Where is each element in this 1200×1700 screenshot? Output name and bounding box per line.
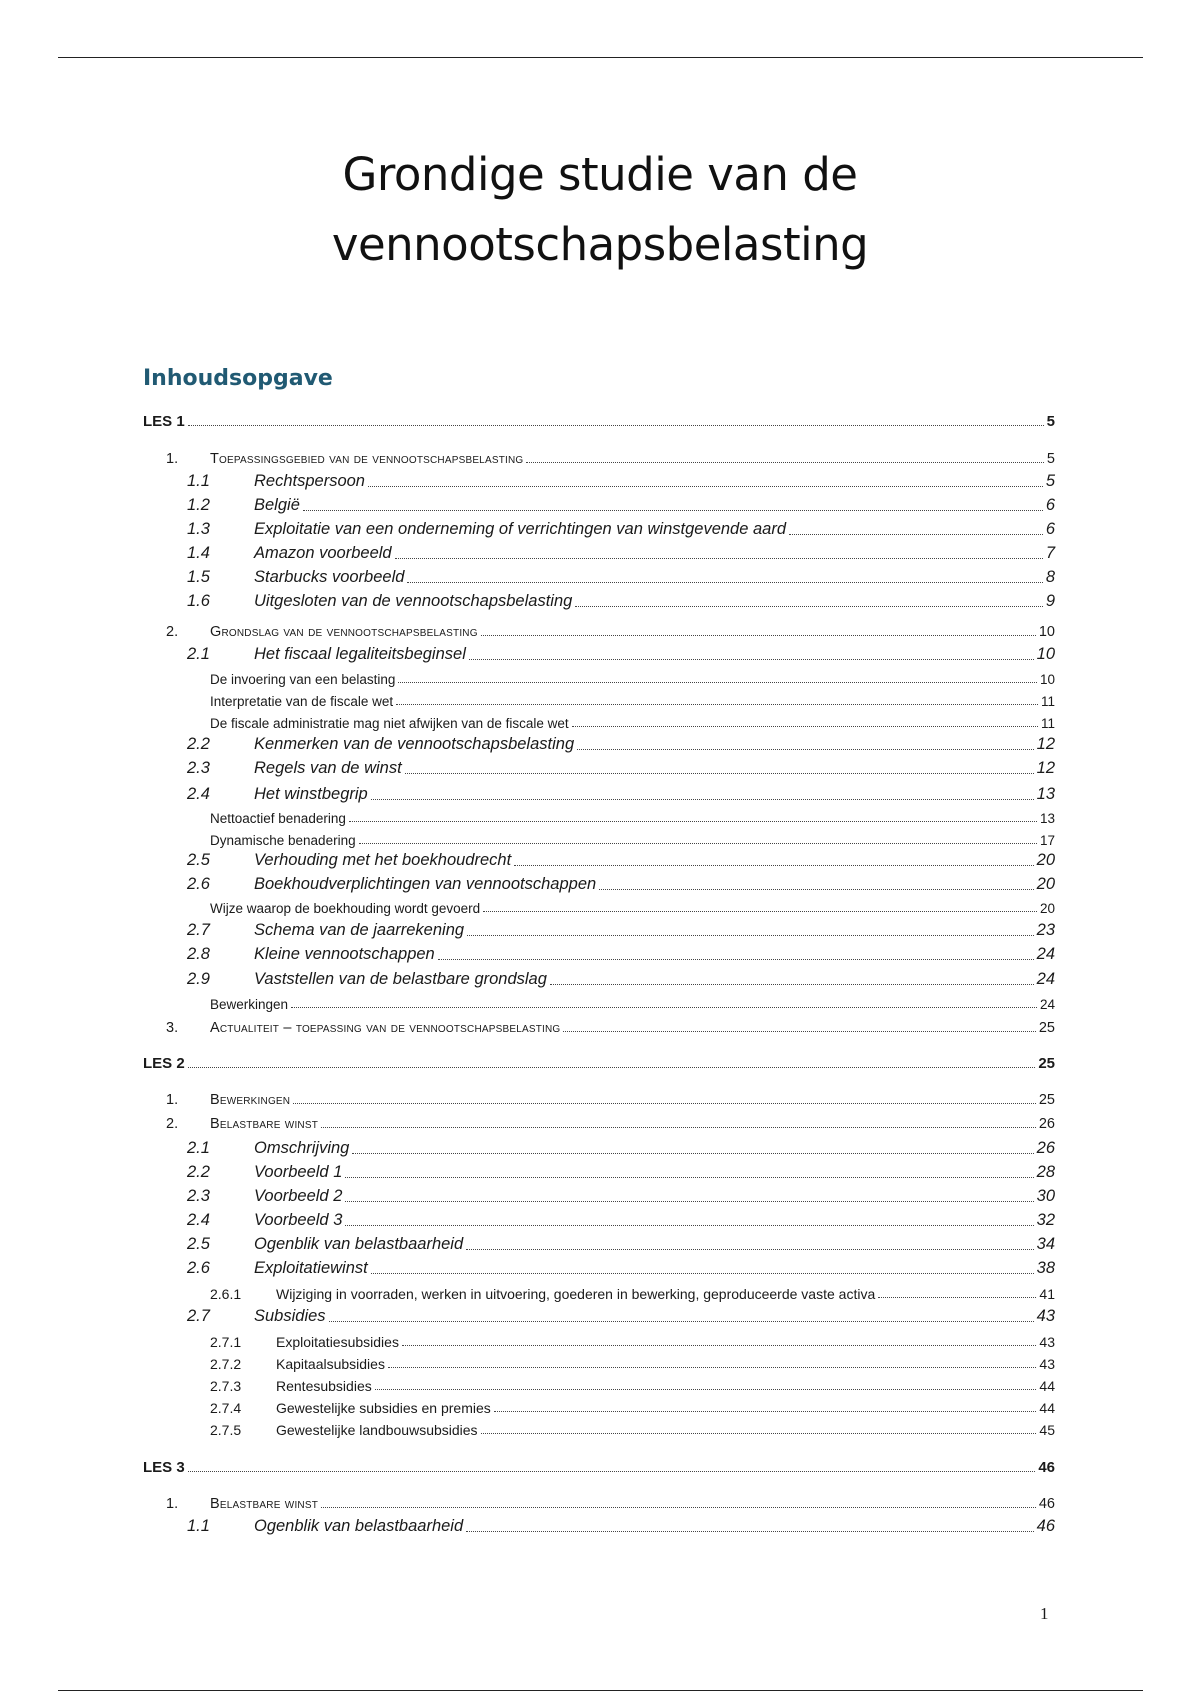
toc-entry-number: 2.2 [187,735,210,753]
toc-dot-leader [293,1103,1036,1104]
toc-entry[interactable] [0,828,1200,848]
toc-entry-page: 26 [1036,1139,1055,1157]
toc-entry[interactable] [0,567,1200,587]
toc-dot-leader [345,1177,1033,1178]
toc-dot-leader [352,1153,1033,1154]
toc-entry-number: 2.7.1 [210,1334,242,1350]
toc-entry-page: 12 [1036,759,1055,777]
toc-dot-leader [329,1321,1034,1322]
toc-entry-page: 6 [1045,520,1055,538]
toc-entry-label: Voorbeeld 3 [254,1211,343,1229]
toc-entry-number: 1.2 [187,496,210,514]
toc-entry[interactable] [0,758,1200,778]
toc-entry-label: Starbucks voorbeeld [254,568,405,586]
toc-entry[interactable] [0,1418,1200,1438]
toc-entry-page: 30 [1036,1187,1055,1205]
toc-entry-number: 1.4 [187,544,210,562]
toc-entry-label: Toepassingsgebied van de vennootschapsbelasting [210,451,524,467]
toc-dot-leader [466,1249,1033,1250]
toc-entry[interactable] [0,1112,1200,1132]
footer-rule [58,1690,1143,1691]
toc-dot-leader [483,911,1037,912]
toc-entry-label: Belastbare winst [210,1496,319,1512]
toc-entry-label: Omschrijving [254,1139,350,1157]
toc-dot-leader [469,659,1034,660]
toc-entry[interactable] [0,1516,1200,1536]
toc-entry-number: 2.8 [187,945,210,963]
toc-entry-page: 9 [1045,592,1055,610]
toc-entry[interactable] [0,850,1200,870]
toc-entry-label: Ogenblik van belastbaarheid [254,1517,464,1535]
toc-entry-label: Kenmerken van de vennootschapsbelasting [254,735,575,753]
toc-entry-page: 11 [1040,716,1055,731]
toc-entry-page: 13 [1039,811,1055,826]
toc-entry-label: Exploitatiewinst [254,1259,368,1277]
toc-entry[interactable] [0,944,1200,964]
toc-entry-page: 23 [1036,921,1055,939]
toc-entry-label: Wijziging in voorraden, werken in uitvoering, goederen in bewerking, geproduceerde vaste activa [276,1286,876,1302]
toc-entry-page: 24 [1036,970,1055,988]
toc-entry[interactable] [0,969,1200,989]
toc-entry-label: Amazon voorbeeld [254,544,392,562]
page-number: 1 [1040,1604,1049,1623]
toc-entry-number: 2.2 [187,1163,210,1181]
toc-entry-label: Regels van de winst [254,759,402,777]
toc-dot-leader [188,1471,1036,1472]
toc-entry-page: 46 [1036,1517,1055,1535]
header-rule [58,57,1143,58]
toc-dot-leader [575,606,1043,607]
toc-entry-page: 34 [1036,1235,1055,1253]
toc-entry-label: Bewerkingen [210,997,289,1012]
toc-entry-page: 38 [1036,1259,1055,1277]
toc-entry[interactable] [0,1330,1200,1350]
toc-dot-leader [563,1031,1035,1032]
toc-dot-leader [514,865,1033,866]
toc-entry-number: 2.4 [187,1211,210,1229]
toc-entry-number: 2.4 [187,785,210,803]
toc-entry[interactable] [0,519,1200,539]
toc-entry[interactable] [0,1492,1200,1512]
toc-entry-page: 32 [1036,1211,1055,1229]
toc-entry-number: 2.7.2 [210,1356,242,1372]
toc-entry-number: 1.3 [187,520,210,538]
toc-entry-number: 1.1 [187,1517,210,1535]
toc-dot-leader [371,799,1034,800]
toc-entry-label: Voorbeeld 1 [254,1163,343,1181]
toc-entry-page: 26 [1038,1116,1055,1132]
toc-entry-page: 28 [1036,1163,1055,1181]
toc-entry-page: 43 [1039,1334,1055,1350]
toc-entry-label: LES 2 [143,1055,185,1072]
toc-entry-number: 2.9 [187,970,210,988]
toc-entry[interactable] [0,1162,1200,1182]
toc-entry-number: 2.6.1 [210,1286,242,1302]
toc-entry[interactable] [0,1456,1200,1476]
toc-entry-number: 2.5 [187,1235,210,1253]
toc-heading: Inhoudsopgave [143,366,333,391]
toc-entry-page: 24 [1036,945,1055,963]
toc-dot-leader [398,682,1037,683]
toc-entry-label: Belastbare winst [210,1116,319,1132]
toc-entry[interactable] [0,1282,1200,1302]
toc-dot-leader [188,425,1044,426]
toc-dot-leader [291,1007,1037,1008]
toc-dot-leader [878,1297,1036,1298]
toc-entry-number: 1.5 [187,568,210,586]
toc-entry-label: Subsidies [254,1307,326,1325]
toc-entry-number: 1.6 [187,592,210,610]
toc-entry-number: 2.6 [187,875,210,893]
toc-entry-page: 10 [1039,672,1055,687]
toc-entry-label: Gewestelijke landbouwsubsidies [276,1422,478,1438]
toc-entry-page: 44 [1039,1378,1055,1394]
toc-entry[interactable] [0,806,1200,826]
toc-entry[interactable] [0,667,1200,687]
toc-entry-page: 13 [1036,785,1055,803]
toc-entry[interactable] [0,1234,1200,1254]
toc-entry[interactable] [0,447,1200,467]
toc-entry-page: 10 [1036,645,1055,663]
toc-entry-number: 2.5 [187,851,210,869]
toc-entry[interactable] [0,1138,1200,1158]
toc-entry-label: Voorbeeld 2 [254,1187,343,1205]
toc-entry-number: 3. [166,1020,179,1036]
toc-entry-label: Verhouding met het boekhoudrecht [254,851,512,869]
document-title [0,140,1200,280]
toc-dot-leader [494,1411,1037,1412]
toc-entry[interactable] [0,1396,1200,1416]
toc-entry[interactable] [0,1374,1200,1394]
toc-dot-leader [466,1531,1033,1532]
toc-entry[interactable] [0,495,1200,515]
toc-dot-leader [526,462,1044,463]
toc-dot-leader [368,486,1043,487]
toc-entry[interactable] [0,1016,1200,1036]
toc-entry-label: Actualiteit – toepassing van de vennootschapsbelasting [210,1020,561,1036]
toc-entry-number: 1.1 [187,472,210,490]
toc-entry-page: 46 [1038,1459,1055,1476]
toc-entry-page: 24 [1039,997,1055,1012]
toc-dot-leader [345,1225,1033,1226]
toc-entry-label: Gewestelijke subsidies en premies [276,1400,491,1416]
toc-entry-page: 25 [1038,1020,1055,1036]
toc-entry-page: 17 [1039,833,1055,848]
toc-dot-leader [375,1389,1037,1390]
toc-dot-leader [395,558,1043,559]
toc-dot-leader [359,843,1037,844]
toc-entry-page: 12 [1036,735,1055,753]
toc-entry[interactable] [0,1306,1200,1326]
toc-entry[interactable] [0,644,1200,664]
toc-entry-label: Het winstbegrip [254,785,368,803]
toc-entry-label: Interpretatie van de fiscale wet [210,694,394,709]
toc-entry-page: 46 [1038,1496,1055,1512]
toc-entry-page: 20 [1039,901,1055,916]
toc-entry-number: 2.7.3 [210,1378,242,1394]
toc-dot-leader [550,984,1034,985]
toc-dot-leader [188,1067,1036,1068]
toc-entry-page: 10 [1038,624,1055,640]
toc-dot-leader [481,635,1036,636]
toc-entry-page: 7 [1045,544,1055,562]
toc-entry-page: 6 [1045,496,1055,514]
toc-entry-number: 1. [166,1496,179,1512]
toc-entry-label: Kleine vennootschappen [254,945,435,963]
toc-entry[interactable] [0,591,1200,611]
toc-entry-label: De invoering van een belasting [210,672,396,687]
toc-entry[interactable] [0,1186,1200,1206]
toc-entry[interactable] [0,1210,1200,1230]
toc-dot-leader [577,749,1034,750]
toc-entry-number: 2.3 [187,1187,210,1205]
toc-entry[interactable] [0,543,1200,563]
toc-dot-leader [345,1201,1033,1202]
toc-entry-label: De fiscale administratie mag niet afwijken van de fiscale wet [210,716,569,731]
toc-entry-number: 1. [166,1092,179,1108]
toc-entry-label: Exploitatie van een onderneming of verrichtingen van winstgevende aard [254,520,787,538]
toc-entry-label: Vaststellen van de belastbare grondslag [254,970,547,988]
toc-entry-page: 44 [1039,1400,1055,1416]
toc-entry-page: 25 [1038,1092,1055,1108]
toc-entry-number: 2.7.4 [210,1400,242,1416]
toc-entry-label: Rentesubsidies [276,1378,372,1394]
toc-entry-number: 2.7 [187,1307,210,1325]
toc-entry-page: 5 [1046,451,1055,467]
toc-entry-label: België [254,496,300,514]
toc-entry-page: 41 [1039,1286,1055,1302]
toc-entry-label: Het fiscaal legaliteitsbeginsel [254,645,466,663]
toc-dot-leader [402,1345,1036,1346]
toc-entry-page: 43 [1039,1356,1055,1372]
toc-entry[interactable] [0,410,1200,430]
toc-entry[interactable] [0,620,1200,640]
toc-entry-page: 8 [1045,568,1055,586]
toc-entry[interactable] [0,784,1200,804]
toc-dot-leader [599,889,1033,890]
toc-dot-leader [303,510,1043,511]
toc-dot-leader [396,704,1038,705]
toc-entry[interactable] [0,734,1200,754]
toc-entry-number: 2. [166,1116,179,1132]
toc-entry[interactable] [0,1258,1200,1278]
toc-dot-leader [481,1433,1037,1434]
toc-entry-label: LES 3 [143,1459,185,1476]
toc-entry[interactable] [0,471,1200,491]
toc-entry-label: Grondslag van de vennootschapsbelasting [210,624,478,640]
toc-entry-label: Bewerkingen [210,1092,291,1108]
toc-entry-number: 2.6 [187,1259,210,1277]
toc-entry[interactable] [0,711,1200,731]
toc-entry-page: 25 [1038,1055,1055,1072]
toc-entry-label: Boekhoudverplichtingen van vennootschappen [254,875,597,893]
toc-entry-label: Schema van de jaarrekening [254,921,465,939]
toc-entry-label: Exploitatiesubsidies [276,1334,399,1350]
toc-entry-number: 1. [166,451,179,467]
toc-entry-label: LES 1 [143,413,185,430]
toc-dot-leader [467,935,1034,936]
toc-entry-page: 20 [1036,851,1055,869]
toc-entry-page: 5 [1045,472,1055,490]
toc-entry-label: Rechtspersoon [254,472,365,490]
toc-dot-leader [438,959,1034,960]
toc-entry[interactable] [0,1052,1200,1072]
toc-entry[interactable] [0,689,1200,709]
toc-dot-leader [789,534,1043,535]
toc-entry-page: 45 [1039,1422,1055,1438]
toc-dot-leader [321,1127,1036,1128]
toc-dot-leader [405,773,1034,774]
toc-entry-page: 5 [1046,413,1055,430]
toc-dot-leader [371,1273,1034,1274]
toc-entry[interactable] [0,920,1200,940]
toc-entry-number: 2.1 [187,1139,210,1157]
toc-entry-number: 2.7.5 [210,1422,242,1438]
title-line-1: Grondige studie van de [342,148,858,201]
toc-entry-number: 2. [166,624,179,640]
title-line-2: vennootschapsbelasting [331,218,869,271]
toc-entry-label: Kapitaalsubsidies [276,1356,385,1372]
toc-dot-leader [349,821,1037,822]
toc-entry-label: Wijze waarop de boekhouding wordt gevoerd [210,901,481,916]
toc-dot-leader [572,726,1038,727]
toc-entry-label: Ogenblik van belastbaarheid [254,1235,464,1253]
toc-entry[interactable] [0,1352,1200,1372]
toc-entry-label: Dynamische benadering [210,833,356,848]
toc-entry[interactable] [0,1088,1200,1108]
toc-entry-page: 43 [1036,1307,1055,1325]
toc-dot-leader [388,1367,1036,1368]
toc-entry-label: Uitgesloten van de vennootschapsbelasting [254,592,573,610]
toc-entry-number: 2.7 [187,921,210,939]
toc-dot-leader [407,582,1042,583]
toc-entry-page: 20 [1036,875,1055,893]
toc-entry[interactable] [0,992,1200,1012]
toc-entry-number: 2.3 [187,759,210,777]
toc-entry-number: 2.1 [187,645,210,663]
toc-dot-leader [321,1507,1036,1508]
toc-entry[interactable] [0,896,1200,916]
toc-entry-label: Nettoactief benadering [210,811,346,826]
toc-entry-page: 11 [1040,694,1055,709]
toc-entry[interactable] [0,874,1200,894]
